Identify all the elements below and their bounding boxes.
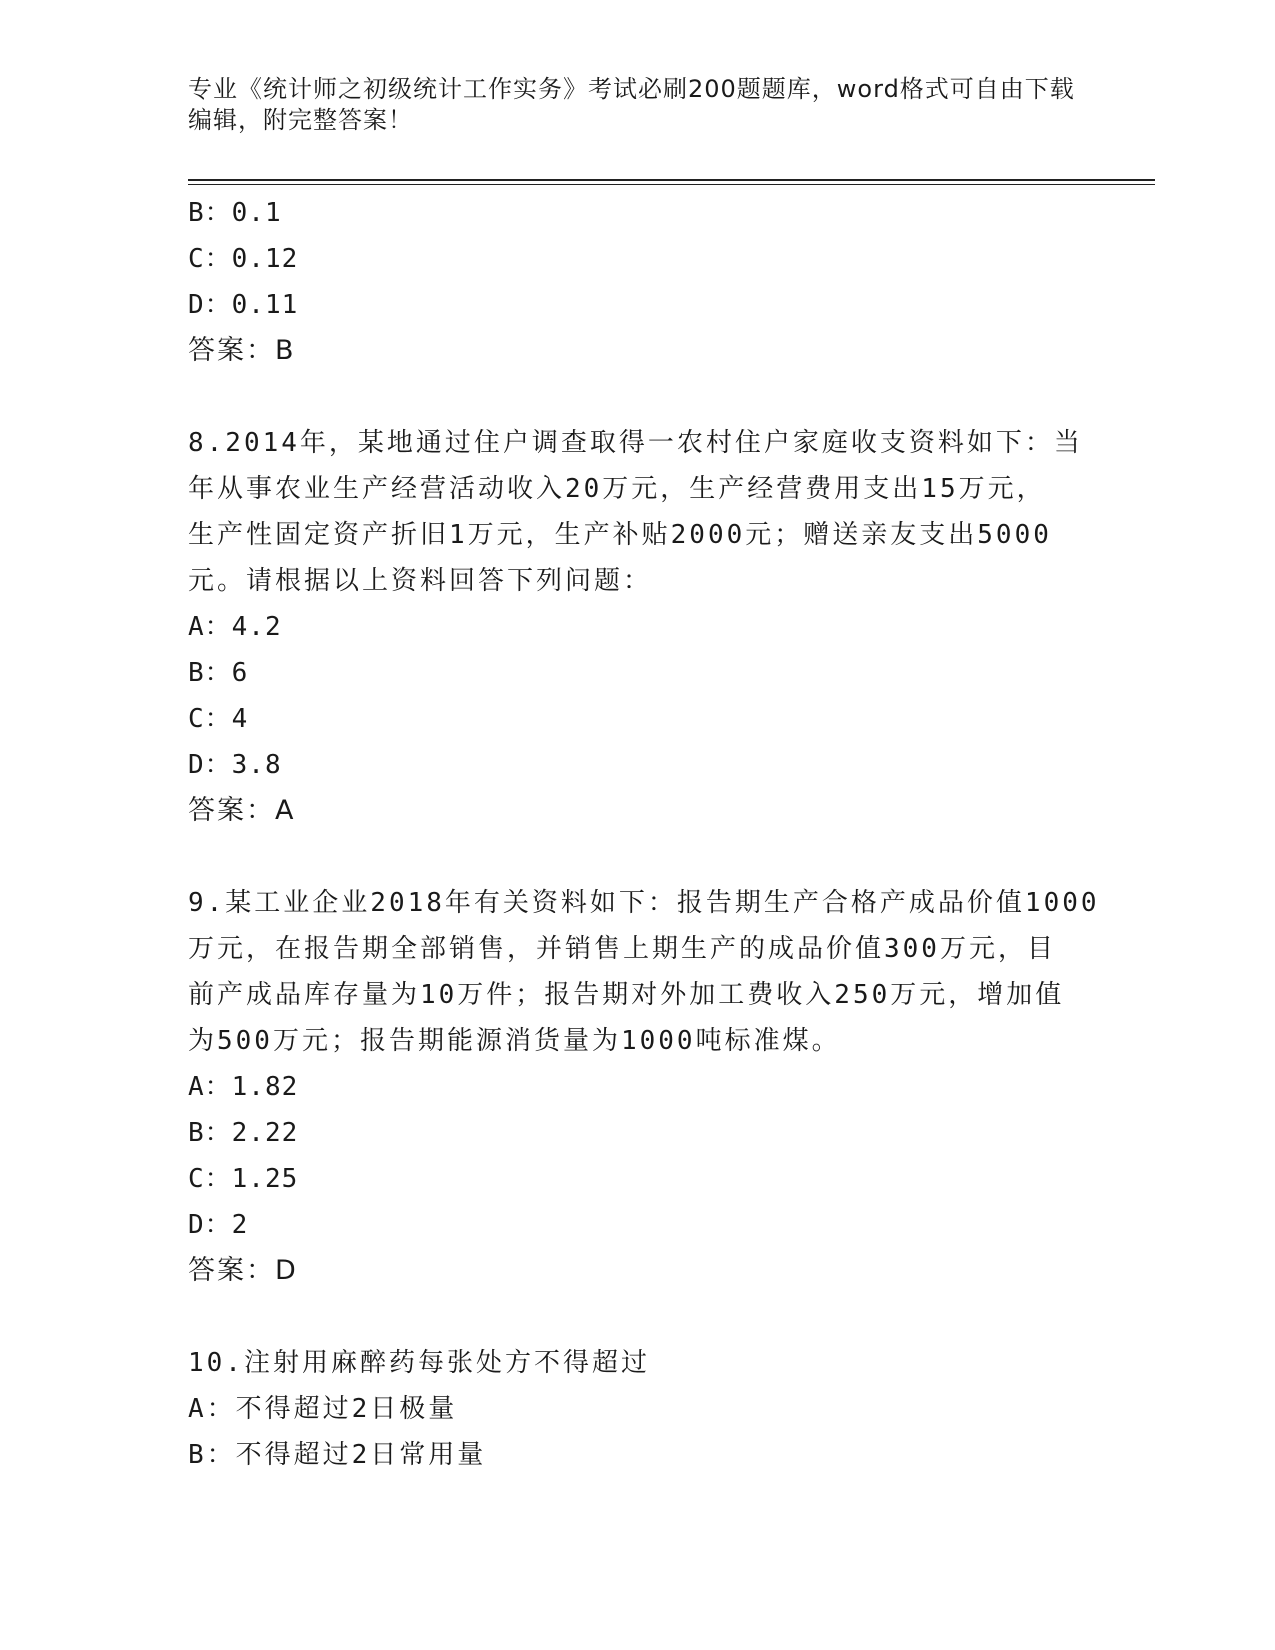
answer: 答案：A	[188, 795, 296, 826]
header-line-1: 专业《统计师之初级统计工作实务》考试必刷200题题库，word格式可自由下载	[188, 75, 1075, 103]
option-c: C：0.12	[188, 244, 299, 274]
option-d: D：0.11	[188, 290, 299, 320]
question-stem-line: 9.某工业企业2018年有关资料如下：报告期生产合格产成品价值1000	[188, 888, 1100, 918]
option-c: C：4	[188, 704, 249, 734]
question-9	[188, 880, 1100, 1294]
option-d: D：2	[188, 1210, 249, 1240]
option-a: A：4.2	[188, 612, 282, 642]
document-header	[188, 74, 1088, 136]
question-stem-line: 8.2014年，某地通过住户调查取得一农村住户家庭收支资料如下：当	[188, 428, 1083, 458]
option-a: A：1.82	[188, 1072, 299, 1102]
question-stem-line: 万元，在报告期全部销售，并销售上期生产的成品价值300万元，目	[188, 934, 1056, 964]
option-b: B：6	[188, 658, 249, 688]
header-line-2: 编辑，附完整答案！	[188, 106, 413, 134]
question-stem-line: 为500万元；报告期能源消货量为1000吨标准煤。	[188, 1026, 841, 1056]
option-a: A：不得超过2日极量	[188, 1394, 458, 1424]
option-d: D：3.8	[188, 750, 282, 780]
question-stem-line: 前产成品库存量为10万件；报告期对外加工费收入250万元，增加值	[188, 980, 1065, 1010]
option-b: B：不得超过2日常用量	[188, 1440, 487, 1470]
question-stem-line: 10.注射用麻醉药每张处方不得超过	[188, 1348, 650, 1378]
header-divider-thick	[188, 179, 1155, 181]
option-b: B：2.22	[188, 1118, 299, 1148]
header-divider-thin	[188, 184, 1155, 185]
question-10	[188, 1340, 1088, 1478]
answer: 答案：B	[188, 335, 296, 366]
option-b: B：0.1	[188, 198, 282, 228]
question-content	[188, 190, 1100, 1478]
question-stem-line: 生产性固定资产折旧1万元，生产补贴2000元；赠送亲友支出5000	[188, 520, 1052, 550]
question-stem-line: 元。请根据以上资料回答下列问题：	[188, 566, 653, 596]
option-c: C：1.25	[188, 1164, 299, 1194]
answer: 答案：D	[188, 1255, 298, 1286]
question-8	[188, 420, 1088, 834]
question-7-tail	[188, 190, 1088, 374]
question-stem-line: 年从事农业生产经营活动收入20万元，生产经营费用支出15万元，	[188, 474, 1046, 504]
